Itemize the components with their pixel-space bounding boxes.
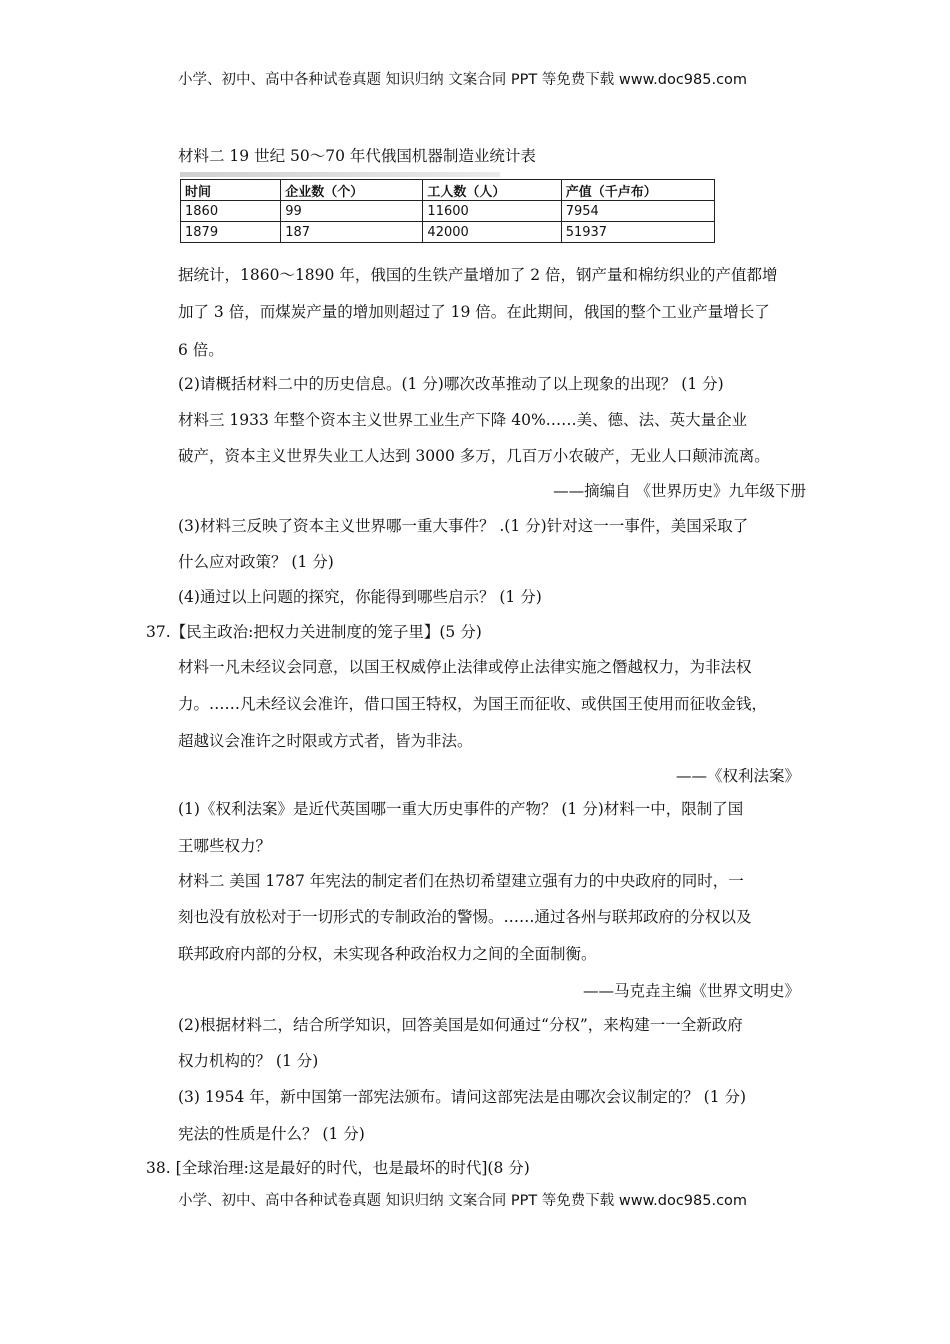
page-header: 小学、初中、高中各种试卷真题 知识归纳 文案合同 PPT 等免费下载 www.doc985.com [178, 72, 748, 88]
question-37-3-line: (3) 1954 年，新中国第一部宪法颁布。请问这部宪法是由哪次会议制定的？ (1 分) [178, 1088, 747, 1106]
table-header-cell: 企业数（个） [281, 180, 423, 201]
material-one-source: ——《权利法案》 [675, 767, 800, 785]
machine-industry-table [180, 179, 715, 243]
question-36-3-line: (3)材料三反映了资本主义世界哪一重大事件？ .(1 分)针对这一一事件，美国采取了 [178, 517, 749, 535]
table-cell: 1860 [181, 201, 281, 222]
question-36-4: (4)通过以上问题的探究，你能得到哪些启示？ (1 分) [178, 588, 542, 606]
material-two-title: 材料二 19 世纪 50～70 年代俄国机器制造业统计表 [178, 147, 536, 165]
question-37-title: 37.【民主政治:把权力关进制度的笼子里】(5 分) [146, 623, 482, 641]
material-one-line: 力。……凡未经议会准许，借口国王特权，为国王而征收、或供国王使用而征收金钱， [178, 695, 768, 713]
question-37-1-line: 王哪些权力？ [178, 837, 272, 855]
table-cell: 7954 [561, 201, 714, 222]
material-two-line: 材料二 美国 1787 年宪法的制定者们在热切希望建立强有力的中央政府的同时，一 [178, 872, 744, 890]
table-cell: 42000 [423, 222, 561, 243]
material-three-source: ——摘编自 《世界历史》九年级下册 [553, 482, 806, 500]
stat-paragraph-line: 据统计，1860～1890 年，俄国的生铁产量增加了 2 倍，钢产量和棉纺织业的产值都增 [178, 266, 778, 284]
material-three-line: 材料三 1933 年整个资本主义世界工业生产下降 40%……美、德、法、英大量企业 [178, 411, 748, 429]
table-row [181, 201, 715, 222]
material-one-line: 超越议会准许之时限或方式者，皆为非法。 [178, 732, 473, 750]
question-37-2-line: 权力机构的？ (1 分) [178, 1052, 319, 1070]
page-footer: 小学、初中、高中各种试卷真题 知识归纳 文案合同 PPT 等免费下载 www.doc985.com [178, 1193, 748, 1209]
table-cell: 99 [281, 201, 423, 222]
table-cell: 1879 [181, 222, 281, 243]
question-36-3-line: 什么应对政策？ (1 分) [178, 553, 334, 571]
table-cell: 187 [281, 222, 423, 243]
table-header-cell: 时间 [181, 180, 281, 201]
scan-smudge [180, 172, 500, 177]
question-38-title: 38. [全球治理:这是最好的时代，也是最坏的时代](8 分) [146, 1159, 530, 1177]
material-two-line: 联邦政府内部的分权，未实现各种政治权力之间的全面制衡。 [178, 945, 597, 963]
question-36-2: (2)请概括材料二中的历史信息。(1 分)哪次改革推动了以上现象的出现？ (1 分) [178, 375, 724, 393]
table-cell: 11600 [423, 201, 561, 222]
table-header-cell: 工人数（人） [423, 180, 561, 201]
material-three-line: 破产，资本主义世界失业工人达到 3000 多万，几百万小农破产，无业人口颠沛流离。 [178, 447, 770, 465]
question-37-2-line: (2)根据材料二，结合所学知识，回答美国是如何通过“分权”，来构建一一全新政府 [178, 1016, 743, 1034]
table-header-cell: 产值（千卢布） [561, 180, 714, 201]
material-two-line: 刻也没有放松对于一切形式的专制政治的警惕。……通过各州与联邦政府的分权以及 [178, 908, 752, 926]
question-37-1-line: (1)《权利法案》是近代英国哪一重大历史事件的产物？ (1 分)材料一中，限制了国 [178, 800, 744, 818]
table-row [181, 222, 715, 243]
material-one-line: 材料一凡未经议会同意，以国王权威停止法律或停止法律实施之僭越权力，为非法权 [178, 658, 752, 676]
material-two-source: ——马克垚主编《世界文明史》 [582, 982, 800, 1000]
stat-paragraph-line: 加了 3 倍，而煤炭产量的增加则超过了 19 倍。在此期间，俄国的整个工业产量增长了 [178, 303, 770, 321]
stat-paragraph-line: 6 倍。 [178, 341, 224, 359]
question-37-3-line: 宪法的性质是什么？ (1 分) [178, 1125, 365, 1143]
table-cell: 51937 [561, 222, 714, 243]
table-header-row [181, 180, 715, 201]
